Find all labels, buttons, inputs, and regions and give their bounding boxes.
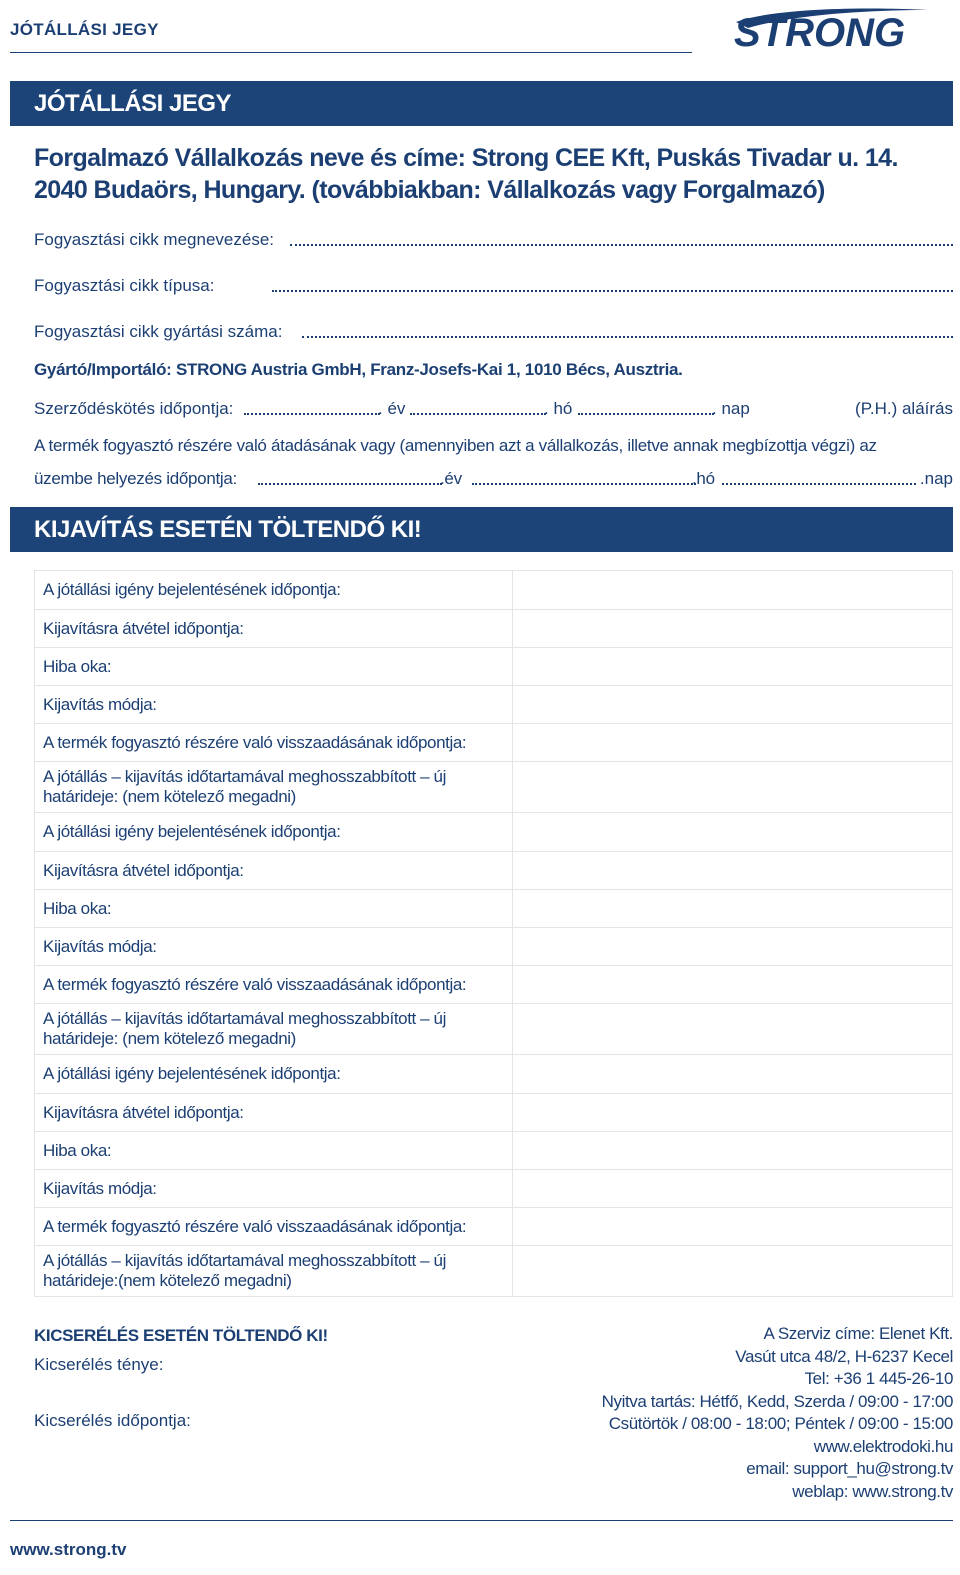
product-type-field[interactable] xyxy=(272,290,953,292)
table-row xyxy=(35,966,953,1004)
document-header-title: JÓTÁLLÁSI JEGY xyxy=(10,20,159,39)
fault-cause-label: Hiba oka: xyxy=(35,890,513,928)
new-deadline-label: A jótállás – kijavítás időtartamával meghosszabbított – új határideje:(nem kötelező megadni) xyxy=(35,1246,513,1297)
contract-day-field[interactable] xyxy=(578,413,714,415)
claim-date-field[interactable] xyxy=(513,1055,953,1094)
contract-year-label: . év xyxy=(378,399,406,418)
repair-section-banner: KIJAVÍTÁS ESETÉN TÖLTENDŐ KI! xyxy=(10,507,953,552)
repair-method-field[interactable] xyxy=(513,686,953,724)
stamp-signature-label: (P.H.) aláírás xyxy=(855,399,953,418)
contract-date-label: Szerződéskötés időpontja: xyxy=(34,399,234,418)
fault-cause-field[interactable] xyxy=(513,890,953,928)
table-row xyxy=(35,1170,953,1208)
serial-number-label: Fogyasztási cikk gyártási száma: xyxy=(34,322,283,341)
table-row xyxy=(35,890,953,928)
table-row xyxy=(35,724,953,762)
receipt-date-label: Kijavításra átvétel időpontja: xyxy=(35,610,513,648)
handover-text: A termék fogyasztó részére való átadásának vagy (amennyiben azt a vállalkozás, illetve annak megbízottja végzi) az xyxy=(34,436,877,455)
table-row xyxy=(35,852,953,890)
installation-year-label: .év xyxy=(440,469,462,488)
fault-cause-field[interactable] xyxy=(513,648,953,686)
installation-date-label: üzembe helyezés időpontja: xyxy=(34,469,237,488)
receipt-date-label: Kijavításra átvétel időpontja: xyxy=(35,1094,513,1132)
table-row xyxy=(35,686,953,724)
table-row xyxy=(35,1132,953,1170)
table-row xyxy=(35,1055,953,1094)
replacement-date-label: Kicserélés időpontja: xyxy=(34,1411,191,1430)
claim-date-field[interactable] xyxy=(513,813,953,852)
receipt-date-field[interactable] xyxy=(513,610,953,648)
product-type-label: Fogyasztási cikk típusa: xyxy=(34,276,215,295)
table-row xyxy=(35,1208,953,1246)
receipt-date-field[interactable] xyxy=(513,1094,953,1132)
table-row xyxy=(35,1246,953,1297)
footer-website-link[interactable]: www.strong.tv xyxy=(10,1540,127,1559)
new-deadline-label: A jótállás – kijavítás időtartamával meghosszabbított – új határideje: (nem kötelező megadni) xyxy=(35,762,513,813)
return-date-label: A termék fogyasztó részére való visszaadásának időpontja: xyxy=(35,1208,513,1246)
new-deadline-field[interactable] xyxy=(513,1246,953,1297)
receipt-date-label: Kijavításra átvétel időpontja: xyxy=(35,852,513,890)
new-deadline-label: A jótállás – kijavítás időtartamával meghosszabbított – új határideje: (nem kötelező megadni) xyxy=(35,1004,513,1055)
repair-table xyxy=(34,570,953,1297)
service-address: Vasút utca 48/2, H-6237 Kecel xyxy=(735,1346,953,1366)
manufacturer-info: Gyártó/Importáló: STRONG Austria GmbH, Franz-Josefs-Kai 1, 1010 Bécs, Ausztria. xyxy=(34,360,683,379)
contract-month-label: . hó xyxy=(544,399,573,418)
claim-date-field[interactable] xyxy=(513,571,953,610)
service-email-link[interactable]: email: support_hu@strong.tv xyxy=(746,1459,953,1478)
replacement-fact-label: Kicserélés ténye: xyxy=(34,1355,164,1374)
receipt-date-field[interactable] xyxy=(513,852,953,890)
claim-date-label: A jótállási igény bejelentésének időpontja: xyxy=(35,813,513,852)
repair-method-label: Kijavítás módja: xyxy=(35,686,513,724)
service-phone: Tel: +36 1 445-26-10 xyxy=(804,1369,953,1388)
return-date-field[interactable] xyxy=(513,1208,953,1246)
claim-date-label: A jótállási igény bejelentésének időpontja: xyxy=(35,1055,513,1094)
fault-cause-label: Hiba oka: xyxy=(35,648,513,686)
contract-month-field[interactable] xyxy=(410,413,546,415)
product-name-field[interactable] xyxy=(290,244,953,246)
new-deadline-field[interactable] xyxy=(513,1004,953,1055)
logo-text: STRONG xyxy=(734,11,906,52)
service-info xyxy=(602,1323,953,1503)
installation-month-field[interactable] xyxy=(472,483,696,485)
installation-day-field[interactable] xyxy=(722,483,916,485)
serial-number-field[interactable] xyxy=(302,336,953,338)
installation-day-label: .nap xyxy=(919,469,953,488)
contract-year-field[interactable] xyxy=(244,413,380,415)
contract-day-label: . nap xyxy=(712,399,750,418)
repair-method-label: Kijavítás módja: xyxy=(35,928,513,966)
table-row xyxy=(35,648,953,686)
strong-logo xyxy=(728,4,954,52)
return-date-label: A termék fogyasztó részére való visszaadásának időpontja: xyxy=(35,966,513,1004)
fault-cause-field[interactable] xyxy=(513,1132,953,1170)
repair-method-field[interactable] xyxy=(513,928,953,966)
replacement-heading: KICSERÉLÉS ESETÉN TÖLTENDŐ KI! xyxy=(34,1326,328,1345)
fault-cause-label: Hiba oka: xyxy=(35,1132,513,1170)
installation-month-label: .hó xyxy=(692,469,715,488)
service-website-link[interactable]: www.elektrodoki.hu xyxy=(813,1436,953,1456)
table-row xyxy=(35,762,953,813)
warranty-card-banner: JÓTÁLLÁSI JEGY xyxy=(10,81,953,126)
distributor-info: Forgalmazó Vállalkozás neve és címe: Strong CEE Kft, Puskás Tivadar u. 14. 2040 Budaörs, Hungary. (továbbiakban: Vállalkozás vagy Forgalmazó) xyxy=(34,144,898,204)
table-row xyxy=(35,571,953,610)
new-deadline-field[interactable] xyxy=(513,762,953,813)
table-row xyxy=(35,813,953,852)
service-name: A Szerviz címe: Elenet Kft. xyxy=(763,1324,953,1343)
footer-rule xyxy=(10,1520,953,1521)
table-row xyxy=(35,1094,953,1132)
return-date-field[interactable] xyxy=(513,966,953,1004)
installation-year-field[interactable] xyxy=(258,483,442,485)
repair-method-field[interactable] xyxy=(513,1170,953,1208)
service-hours-1: Nyitva tartás: Hétfő, Kedd, Szerda / 09:00 - 17:00 xyxy=(601,1391,953,1411)
header-rule xyxy=(10,52,692,53)
table-row xyxy=(35,610,953,648)
service-hours-2: Csütörtök / 08:00 - 18:00; Péntek / 09:00 - 15:00 xyxy=(608,1414,953,1433)
repair-method-label: Kijavítás módja: xyxy=(35,1170,513,1208)
return-date-field[interactable] xyxy=(513,724,953,762)
table-row xyxy=(35,928,953,966)
table-row xyxy=(35,1004,953,1055)
return-date-label: A termék fogyasztó részére való visszaadásának időpontja: xyxy=(35,724,513,762)
service-weblap-link[interactable]: weblap: www.strong.tv xyxy=(792,1481,953,1501)
product-name-label: Fogyasztási cikk megnevezése: xyxy=(34,230,274,249)
claim-date-label: A jótállási igény bejelentésének időpontja: xyxy=(35,571,513,610)
